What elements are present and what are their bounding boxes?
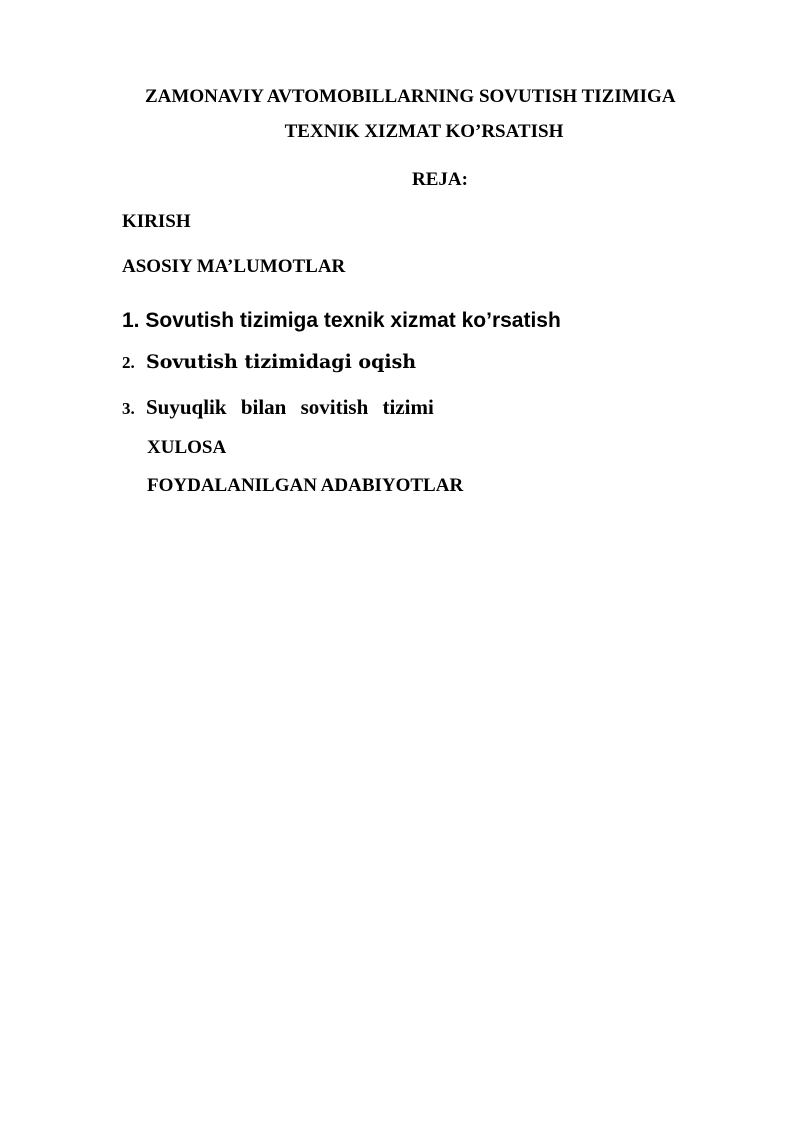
section-references: FOYDALANILGAN ADABIYOTLAR	[147, 475, 464, 496]
plan-item-text: Sovutish tizimiga texnik xizmat ko’rsatish	[145, 309, 561, 332]
plan-heading: REJA:	[412, 169, 468, 190]
plan-item-number: 2.	[122, 353, 135, 372]
plan-item-3	[122, 395, 434, 420]
plan-item-text: Suyuqlik bilan sovitish tizimi	[146, 395, 434, 419]
section-conclusion: XULOSA	[147, 437, 227, 458]
section-main-info: ASOSIY MA’LUMOTLAR	[122, 256, 346, 277]
plan-item-number: 1.	[122, 309, 140, 332]
plan-item-number: 3.	[122, 399, 135, 418]
document-title-line-1: ZAMONAVIY AVTOMOBILLARNING SOVUTISH TIZIMIGA	[145, 86, 676, 107]
plan-item-1	[122, 309, 561, 333]
document-title-line-2: TEXNIK XIZMAT KO’RSATISH	[284, 121, 564, 142]
plan-item-text: Sovutish tizimidagi oqish	[146, 351, 417, 373]
section-intro: KIRISH	[122, 211, 191, 232]
plan-item-2	[122, 351, 416, 373]
